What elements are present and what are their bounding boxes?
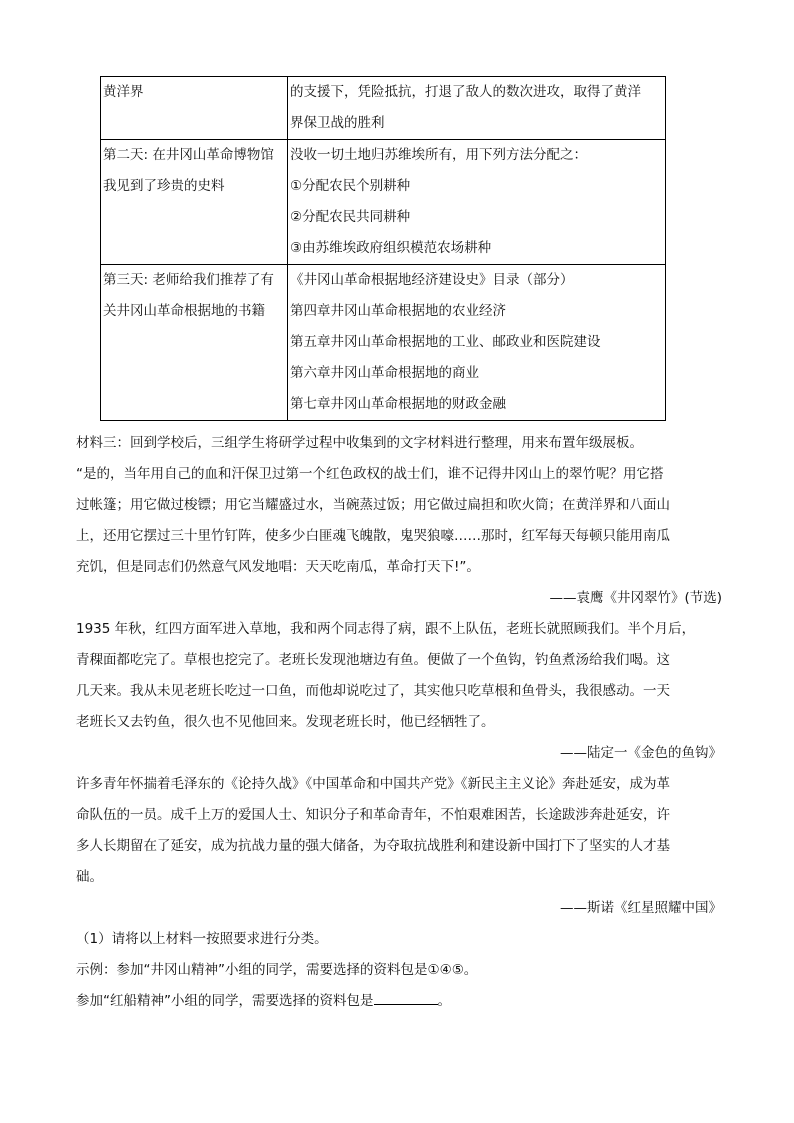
quote-golden-fishhook: 1935 年秋，红四方面军进入草地，我和两个同志得了病，跟不上队伍，老班长就照顾我们。半个月后， 青稞面都吃完了。草根也挖完了。老班长发现池塘边有鱼。便做了一个鱼钩，钓鱼煮汤给我们喝。这 几天来。我从未见老班长吃过一口鱼，而他却说吃过了，其实他只吃草根和鱼骨头，我很感动。一天 老班长又去钓鱼，很久也不见他回来。发现老班长时，他已经牺牲了。 — [76, 621, 696, 730]
table-cell-left: 第三天: 老师给我们推荐了有 关井冈山革命根据地的书籍 — [101, 265, 288, 421]
table-row — [101, 140, 666, 265]
question-example: 示例：参加“井冈山精神”小组的同学，需要选择的资料包是①④⑤。 — [76, 962, 478, 978]
table-cell-right: 的支援下，凭险抵抗，打退了敌人的数次进攻，取得了黄洋 界保卫战的胜利 — [288, 77, 666, 140]
table-row — [101, 265, 666, 421]
quote-jinggang-bamboo: “是的，当年用自己的血和汗保卫过第一个红色政权的战士们，谁不记得井冈山上的翠竹呢？用它搭 过帐篷；用它做过梭镖；用它当耀盛过水，当碗蒸过饭；用它做过扁担和吹火筒；在黄洋界和八面山 上，还用它摆过三十里竹钉阵，使多少白匪魂飞魄散，鬼哭狼嚎……那时，红军每天每顿只能用南瓜 充饥，但是同志们仍然意气风发地唱：天天吃南瓜，革命打天下!”。 — [76, 466, 670, 575]
question-1: （1）请将以上材料一按照要求进行分类。 — [76, 931, 328, 947]
table-cell-right: 《井冈山革命根据地经济建设史》目录（部分） 第四章井冈山革命根据地的农业经济 第五章井冈山革命根据地的工业、邮政业和医院建设 第六章井冈山革命根据地的商业 第七章井冈山革命根据地的财政金融 — [288, 265, 666, 421]
table-cell-left: 第二天: 在井冈山革命博物馆 我见到了珍贵的史料 — [101, 140, 288, 265]
table-cell-right: 没收一切土地归苏维埃所有，用下列方法分配之： ①分配农民个别耕种 ②分配农民共同耕种 ③由苏维埃政府组织模范农场耕种 — [288, 140, 666, 265]
material-three — [76, 428, 722, 1017]
material3-intro: 材料三：回到学校后，三组学生将研学过程中收集到的文字材料进行整理，用来布置年级展板。 — [76, 435, 643, 451]
question-ask: 参加“红船精神”小组的同学，需要选择的资料包是 。 — [76, 986, 722, 1017]
answer-blank[interactable] — [374, 990, 438, 1005]
table-row — [101, 77, 666, 140]
table-cell-left: 黄洋界 — [101, 77, 288, 140]
quote-red-star: 许多青年怀揣着毛泽东的《论持久战》《中国革命和中国共产党》《新民主主义论》奔赴延安，成为革 命队伍的一员。成千上万的爱国人士、知识分子和革命青年，不怕艰难困苦，长途跋涉奔赴延安，许 多人长期留在了延安，成为抗战力量的强大储备，为夺取抗战胜利和建设新中国打下了坚实的人才基 础。 — [76, 776, 670, 885]
research-table — [100, 76, 666, 421]
source-attribution: ——袁鹰《井冈翠竹》(节选) — [549, 590, 722, 606]
source-attribution: ——陆定一《金色的鱼钩》 — [560, 745, 722, 761]
source-attribution: ——斯诺《红星照耀中国》 — [560, 900, 722, 916]
